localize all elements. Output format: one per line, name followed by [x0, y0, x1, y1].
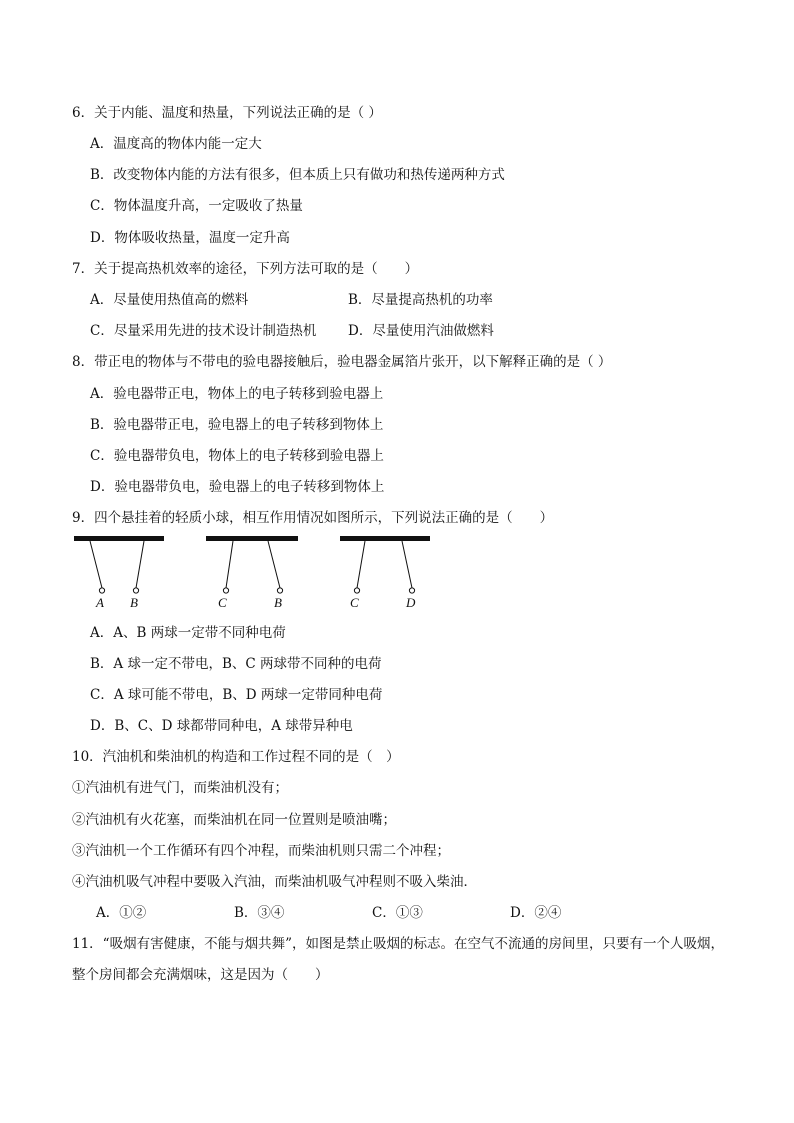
- ball: [99, 588, 104, 593]
- thread: [90, 541, 102, 588]
- q7-stem: 7．关于提高热机效率的途径，下列方法可取的是（ ）: [72, 261, 419, 277]
- q9-stem: 9．四个悬挂着的轻质小球，相互作用情况如图所示，下列说法正确的是（ ）: [72, 510, 554, 526]
- q6-stem: 6．关于内能、温度和热量，下列说法正确的是（ ）: [72, 105, 382, 121]
- q10-options-row: [96, 904, 576, 922]
- thread: [268, 541, 280, 588]
- q10-stem: 10．汽油机和柴油机的构造和工作过程不同的是（ ）: [72, 749, 400, 765]
- support-bar: [74, 536, 164, 541]
- q8-option-d: D．验电器带负电，验电器上的电子转移到物体上: [90, 479, 385, 495]
- support-bar: [206, 536, 298, 541]
- ball: [354, 588, 359, 593]
- ball-label: D: [406, 595, 416, 610]
- ball-label: B: [274, 595, 282, 610]
- support-bar: [340, 536, 430, 541]
- ball: [223, 588, 228, 593]
- q10-option-d: D．②④: [510, 905, 562, 921]
- q9-option-a: A．A、B 两球一定带不同种电荷: [90, 625, 286, 641]
- ball: [277, 588, 282, 593]
- q10-statement-2: ②汽油机有火花塞，而柴油机在同一位置则是喷油嘴；: [72, 812, 396, 828]
- q10-statement-4: ④汽油机吸气冲程中要吸入汽油，而柴油机吸气冲程则不吸入柴油．: [72, 874, 477, 890]
- suspended-balls-figure: [60, 528, 460, 618]
- q7-option-b: B．尽量提高热机的功率: [348, 292, 493, 308]
- q9-option-b: B．A 球一定不带电，B、C 两球带不同种的电荷: [90, 656, 382, 672]
- ball-label: A: [96, 595, 104, 610]
- ball-label: B: [130, 595, 138, 610]
- q6-option-b: B．改变物体内能的方法有很多，但本质上只有做功和热传递两种方式: [90, 167, 505, 183]
- q8-option-c: C．验电器带负电，物体上的电子转移到验电器上: [90, 448, 384, 464]
- q10-option-a: A．①②: [96, 905, 147, 921]
- q9-option-d: D．B、C、D 球都带同种电，A 球带异种电: [90, 718, 353, 734]
- q10-statement-1: ①汽油机有进气门，而柴油机没有；: [72, 780, 288, 796]
- q7-option-a: A．尽量使用热值高的燃料: [90, 292, 249, 308]
- q8-option-a: A．验电器带正电，物体上的电子转移到验电器上: [90, 386, 384, 402]
- q9-option-c: C．A 球可能不带电，B、D 两球一定带同种电荷: [90, 687, 383, 703]
- q11-stem-line-2: 整个房间都会充满烟味，这是因为（ ）: [72, 967, 329, 983]
- ball: [409, 588, 414, 593]
- q6-option-a: A．温度高的物体内能一定大: [90, 136, 262, 152]
- thread: [402, 541, 412, 588]
- q7-option-c: C．尽量采用先进的技术设计制造热机: [90, 323, 317, 339]
- q8-option-b: B．验电器带正电，验电器上的电子转移到物体上: [90, 417, 384, 433]
- q10-statement-3: ③汽油机一个工作循环有四个冲程，而柴油机则只需二个冲程；: [72, 843, 450, 859]
- ball-label: C: [350, 595, 359, 610]
- q10-option-b: B．③④: [234, 905, 285, 921]
- q6-option-c: C．物体温度升高，一定吸收了热量: [90, 198, 303, 214]
- thread: [357, 541, 365, 588]
- thread: [226, 541, 233, 588]
- q11-stem-line-1: 11．“吸烟有害健康，不能与烟共舞”，如图是禁止吸烟的标志。在空气不流通的房间里，只要有一个人吸烟，: [72, 936, 724, 952]
- q7-option-d: D．尽量使用汽油做燃料: [348, 323, 494, 339]
- ball-label: C: [218, 595, 227, 610]
- q8-stem: 8．带正电的物体与不带电的验电器接触后，验电器金属箔片张开，以下解释正确的是（ ）: [72, 354, 612, 370]
- thread: [136, 541, 144, 588]
- q10-option-c: C．①③: [372, 905, 423, 921]
- ball: [133, 588, 138, 593]
- q6-option-d: D．物体吸收热量，温度一定升高: [90, 230, 290, 246]
